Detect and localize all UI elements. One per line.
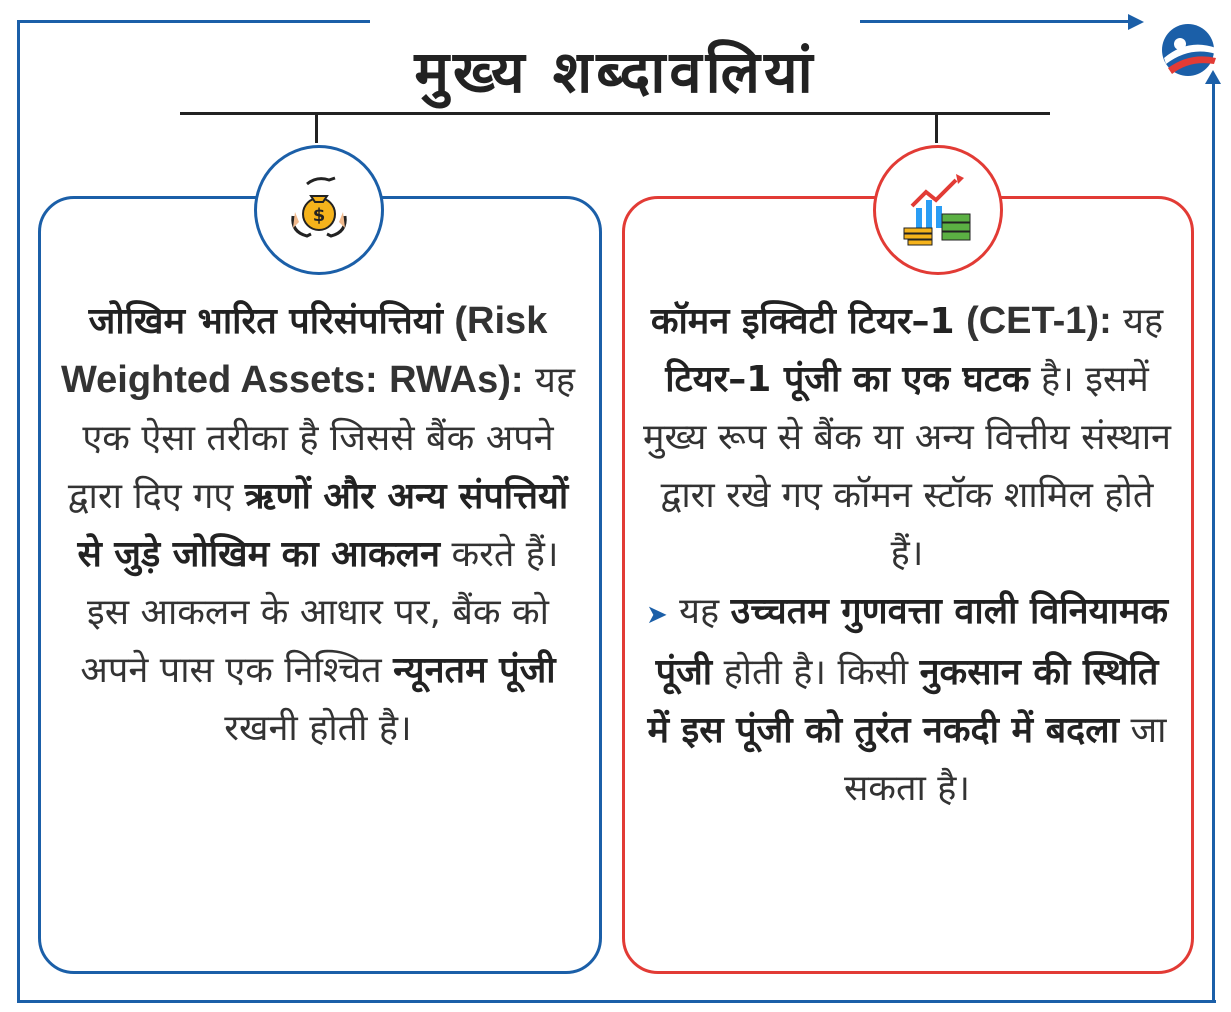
connector-left — [315, 113, 318, 143]
cet1-bold-component: टियर–1 पूंजी का एक घटक — [665, 359, 1030, 400]
bullet-arrow-icon: ➤ — [645, 600, 668, 630]
cet1-heading: कॉमन इक्विटी टियर–1 — [650, 301, 955, 342]
cet1-abbrev: (CET-1): — [966, 300, 1112, 342]
rwa-heading: जोखिम भारित परिसंपत्तियां — [88, 301, 443, 342]
cet1-description: कॉमन इक्विटी टियर–1 (CET-1): यह टियर–1 पूंजी का एक घटक है। इसमें मुख्य रूप से बैंक या अन्य वित्तीय संस्थान द्वारा रखे गए कॉमन स्टॉक शामिल होते हैं। ➤ यह उच्चतम गुणवत्ता वाली विनियामक पूंजी होती है। किसी नुकसान की स्थिति में इस पूंजी को तुरंत नकदी में बदला जा सकता है। — [642, 300, 1172, 809]
arrow-right-icon — [1128, 14, 1144, 30]
growth-chart-coins-icon — [873, 145, 1003, 275]
money-bag-hands-icon — [254, 145, 384, 275]
rwa-description: जोखिम भारित परिसंपत्तियां (Risk Weighted Assets: RWAs): यह एक ऐसा तरीका है जिससे बैंक अपने द्वारा दिए गए ऋणों और अन्य संपत्तियों से जुड़े जोखिम का आकलन करते हैं। इस आकलन के आधार पर, बैंक को अपने पास एक निश्चित न्यूनतम पूंजी रखनी होती है। — [60, 300, 576, 749]
rwa-bold-capital: न्यूनतम पूंजी — [393, 650, 556, 691]
cet1-bold-quality: उच्चतम गुणवत्ता वाली विनियामक पूंजी — [655, 591, 1169, 693]
connector-right — [935, 113, 938, 143]
rwa-abbrev: RWAs): — [389, 359, 524, 401]
page-title: मुख्य शब्दावलियां — [414, 38, 817, 106]
rwa-bold-risk: ऋणों और अन्य संपत्तियों से जुड़े जोखिम का आकलन — [77, 476, 569, 575]
svg-text:$: $ — [312, 205, 326, 226]
connector-line — [180, 112, 1050, 115]
cet1-bold-loss: नुकसान की स्थिति में इस पूंजी को तुरंत नकदी में बदला — [647, 652, 1159, 751]
outer-frame-right — [1212, 80, 1215, 1000]
rwa-heading-english: (Risk Weighted Assets: — [60, 300, 548, 401]
